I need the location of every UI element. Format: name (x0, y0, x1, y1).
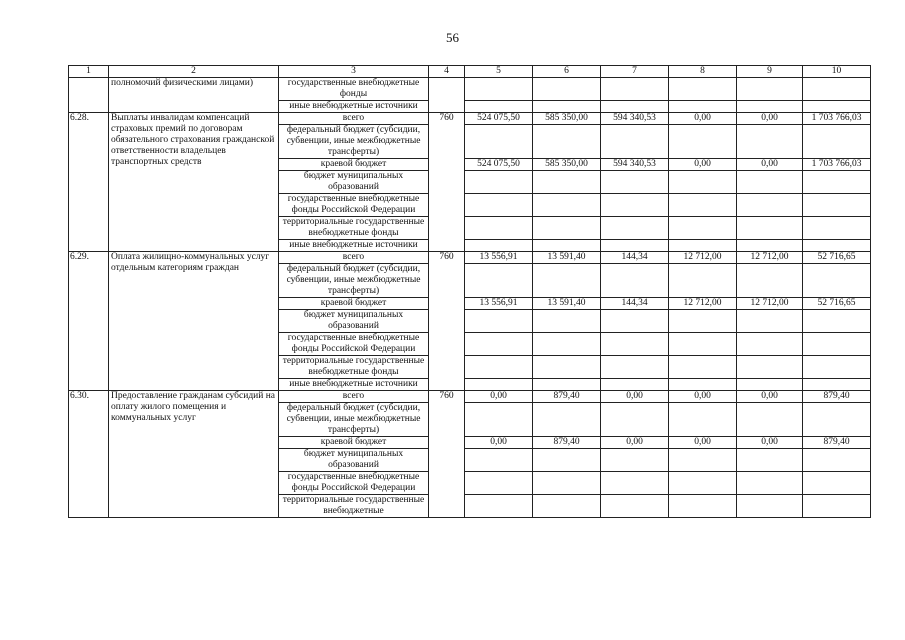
value-cell (803, 240, 871, 252)
value-cell (465, 125, 533, 159)
value-cell (601, 472, 669, 495)
value-cell: 13 591,40 (533, 252, 601, 264)
value-cell (465, 101, 533, 113)
value-cell: 12 712,00 (737, 252, 803, 264)
value-cell (737, 449, 803, 472)
source-cell: государственные внебюджетные фонды Российской Федерации (279, 472, 429, 495)
value-cell: 12 712,00 (669, 252, 737, 264)
value-cell (803, 125, 871, 159)
value-cell (533, 101, 601, 113)
value-cell: 585 350,00 (533, 113, 601, 125)
value-cell (533, 472, 601, 495)
value-cell (737, 171, 803, 194)
value-cell (465, 403, 533, 437)
value-cell (803, 171, 871, 194)
row-code-cell: 6.28. (69, 113, 109, 252)
value-cell (533, 356, 601, 379)
value-cell (737, 125, 803, 159)
value-cell (669, 194, 737, 217)
value-cell: 0,00 (669, 113, 737, 125)
header-cell: 5 (465, 66, 533, 78)
value-cell (669, 333, 737, 356)
value-cell (803, 472, 871, 495)
value-cell: 879,40 (533, 391, 601, 403)
value-cell (737, 264, 803, 298)
value-cell: 594 340,53 (601, 159, 669, 171)
value-cell (601, 379, 669, 391)
value-cell (465, 310, 533, 333)
value-cell (465, 379, 533, 391)
value-cell (601, 403, 669, 437)
value-cell (669, 264, 737, 298)
value-cell: 879,40 (803, 437, 871, 449)
table-row (69, 78, 871, 101)
value-cell (465, 194, 533, 217)
value-cell: 52 716,65 (803, 252, 871, 264)
value-cell (601, 78, 669, 101)
col4-cell (429, 78, 465, 113)
value-cell (465, 472, 533, 495)
source-cell: краевой бюджет (279, 437, 429, 449)
value-cell (669, 78, 737, 101)
value-cell (533, 403, 601, 437)
value-cell (533, 171, 601, 194)
source-cell: федеральный бюджет (субсидии, субвенции, иные межбюджетные трансферты) (279, 403, 429, 437)
value-cell: 0,00 (669, 437, 737, 449)
value-cell (737, 472, 803, 495)
source-cell: бюджет муниципальных образований (279, 171, 429, 194)
value-cell (803, 356, 871, 379)
source-cell: федеральный бюджет (субсидии, субвенции, иные межбюджетные трансферты) (279, 125, 429, 159)
value-cell (465, 217, 533, 240)
value-cell (803, 101, 871, 113)
value-cell: 144,34 (601, 298, 669, 310)
value-cell: 0,00 (465, 437, 533, 449)
page-number: 56 (446, 30, 459, 45)
source-cell: государственные внебюджетные фонды Российской Федерации (279, 333, 429, 356)
row-name-cell: Выплаты инвалидам компенсаций страховых премий по договорам обязательного страхования гражданской ответственности владельцев транспортных средств (109, 113, 279, 252)
value-cell (669, 495, 737, 518)
value-cell (601, 449, 669, 472)
value-cell (533, 125, 601, 159)
value-cell (803, 495, 871, 518)
value-cell (669, 472, 737, 495)
value-cell (669, 240, 737, 252)
value-cell (533, 217, 601, 240)
value-cell (465, 333, 533, 356)
value-cell (803, 264, 871, 298)
value-cell (601, 240, 669, 252)
value-cell (465, 495, 533, 518)
value-cell (737, 379, 803, 391)
value-cell (533, 78, 601, 101)
value-cell (533, 495, 601, 518)
source-cell: краевой бюджет (279, 159, 429, 171)
value-cell (465, 264, 533, 298)
value-cell (737, 333, 803, 356)
value-cell (669, 379, 737, 391)
header-cell: 9 (737, 66, 803, 78)
value-cell (601, 495, 669, 518)
header-cell: 4 (429, 66, 465, 78)
value-cell (737, 101, 803, 113)
value-cell (465, 171, 533, 194)
value-cell: 0,00 (601, 391, 669, 403)
row-code-cell: 6.30. (69, 391, 109, 518)
value-cell (803, 333, 871, 356)
table-row (69, 113, 871, 125)
source-cell: всего (279, 252, 429, 264)
value-cell: 1 703 766,03 (803, 159, 871, 171)
value-cell: 0,00 (737, 113, 803, 125)
source-cell: федеральный бюджет (субсидии, субвенции, иные межбюджетные трансферты) (279, 264, 429, 298)
value-cell (803, 449, 871, 472)
value-cell (533, 449, 601, 472)
budget-table (68, 65, 871, 518)
header-cell: 8 (669, 66, 737, 78)
source-cell: краевой бюджет (279, 298, 429, 310)
source-cell: территориальные государственные внебюджетные фонды (279, 356, 429, 379)
source-cell: территориальные государственные внебюджетные (279, 495, 429, 518)
value-cell (737, 356, 803, 379)
col4-cell: 760 (429, 391, 465, 518)
source-cell: территориальные государственные внебюджетные фонды (279, 217, 429, 240)
value-cell (669, 171, 737, 194)
header-cell: 2 (109, 66, 279, 78)
value-cell (465, 449, 533, 472)
value-cell: 0,00 (737, 391, 803, 403)
value-cell (737, 240, 803, 252)
value-cell (669, 125, 737, 159)
value-cell: 13 556,91 (465, 298, 533, 310)
value-cell: 0,00 (669, 391, 737, 403)
value-cell (669, 217, 737, 240)
row-name-cell: Оплата жилищно-коммунальных услуг отдельным категориям граждан (109, 252, 279, 391)
source-cell: государственные внебюджетные фонды (279, 78, 429, 101)
value-cell (465, 240, 533, 252)
value-cell: 12 712,00 (669, 298, 737, 310)
header-cell: 6 (533, 66, 601, 78)
value-cell (465, 356, 533, 379)
value-cell (601, 125, 669, 159)
value-cell: 12 712,00 (737, 298, 803, 310)
value-cell: 879,40 (533, 437, 601, 449)
value-cell (601, 171, 669, 194)
value-cell (737, 495, 803, 518)
value-cell: 585 350,00 (533, 159, 601, 171)
value-cell (601, 101, 669, 113)
value-cell (533, 379, 601, 391)
value-cell (533, 194, 601, 217)
value-cell (669, 310, 737, 333)
row-code-cell: 6.29. (69, 252, 109, 391)
source-cell: иные внебюджетные источники (279, 379, 429, 391)
header-cell: 1 (69, 66, 109, 78)
value-cell (669, 403, 737, 437)
value-cell (601, 194, 669, 217)
value-cell (737, 217, 803, 240)
value-cell (737, 194, 803, 217)
header-cell: 3 (279, 66, 429, 78)
value-cell: 13 556,91 (465, 252, 533, 264)
source-cell: государственные внебюджетные фонды Российской Федерации (279, 194, 429, 217)
value-cell: 0,00 (737, 159, 803, 171)
value-cell: 13 591,40 (533, 298, 601, 310)
value-cell (803, 379, 871, 391)
col4-cell: 760 (429, 252, 465, 391)
source-cell: бюджет муниципальных образований (279, 310, 429, 333)
value-cell: 594 340,53 (601, 113, 669, 125)
value-cell: 0,00 (465, 391, 533, 403)
value-cell (803, 310, 871, 333)
value-cell (669, 449, 737, 472)
header-row (69, 66, 871, 78)
value-cell (533, 240, 601, 252)
value-cell (601, 333, 669, 356)
row-name-cell: Предоставление гражданам субсидий на оплату жилого помещения и коммунальных услуг (109, 391, 279, 518)
value-cell (601, 217, 669, 240)
value-cell (601, 356, 669, 379)
value-cell (465, 78, 533, 101)
value-cell (669, 101, 737, 113)
value-cell: 1 703 766,03 (803, 113, 871, 125)
source-cell: всего (279, 113, 429, 125)
source-cell: иные внебюджетные источники (279, 101, 429, 113)
value-cell: 879,40 (803, 391, 871, 403)
value-cell (803, 217, 871, 240)
header-cell: 10 (803, 66, 871, 78)
value-cell: 524 075,50 (465, 159, 533, 171)
value-cell (803, 403, 871, 437)
value-cell (803, 194, 871, 217)
value-cell: 0,00 (601, 437, 669, 449)
value-cell (669, 356, 737, 379)
value-cell (533, 333, 601, 356)
value-cell (737, 310, 803, 333)
row-name-cell: полномочий физическими лицами) (109, 78, 279, 113)
value-cell (533, 264, 601, 298)
value-cell: 144,34 (601, 252, 669, 264)
source-cell: иные внебюджетные источники (279, 240, 429, 252)
value-cell (601, 264, 669, 298)
source-cell: всего (279, 391, 429, 403)
value-cell: 0,00 (737, 437, 803, 449)
value-cell (533, 310, 601, 333)
source-cell: бюджет муниципальных образований (279, 449, 429, 472)
value-cell: 524 075,50 (465, 113, 533, 125)
value-cell (803, 78, 871, 101)
row-code-cell (69, 78, 109, 113)
col4-cell: 760 (429, 113, 465, 252)
value-cell (737, 403, 803, 437)
value-cell (601, 310, 669, 333)
value-cell: 52 716,65 (803, 298, 871, 310)
value-cell: 0,00 (669, 159, 737, 171)
table-row (69, 391, 871, 403)
header-cell: 7 (601, 66, 669, 78)
table-row (69, 252, 871, 264)
value-cell (737, 78, 803, 101)
